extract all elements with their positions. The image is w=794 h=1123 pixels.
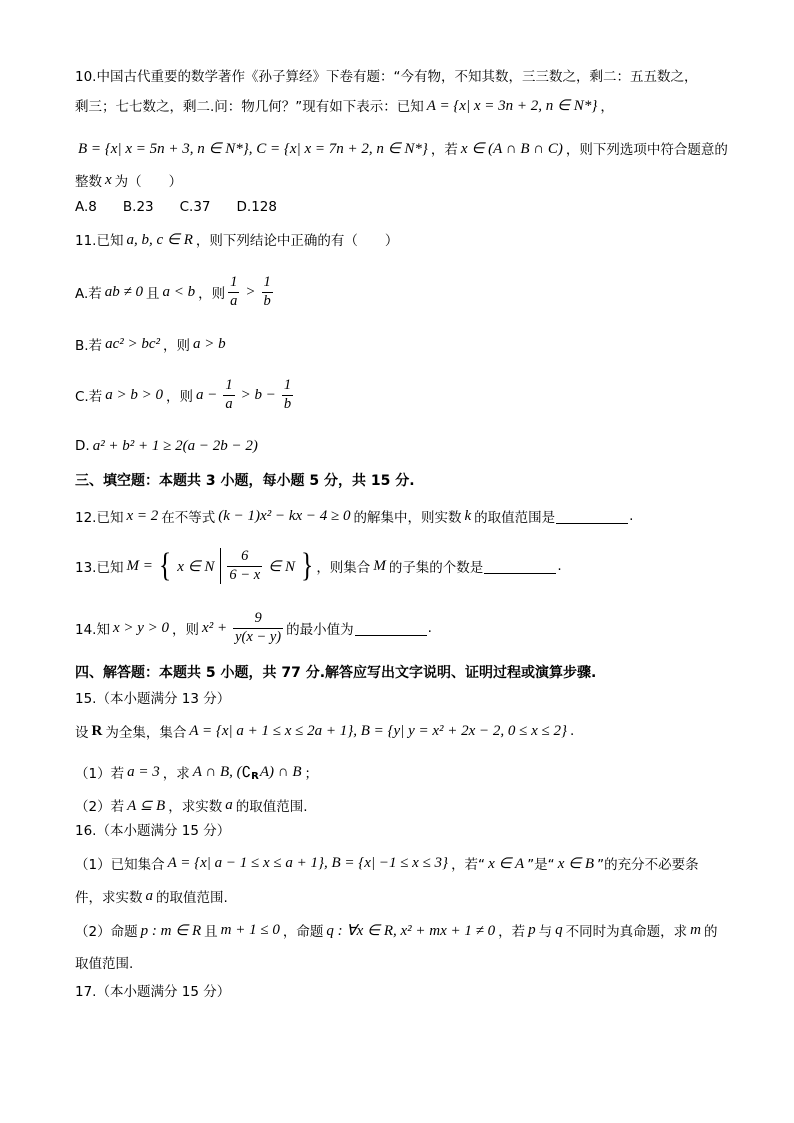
fraction <box>228 274 239 310</box>
answer-blank <box>556 509 628 524</box>
q16-text: 不同时为真命题，求 <box>565 924 688 940</box>
condition-math: a = 3 <box>127 763 160 780</box>
q15-text: ，求 <box>162 766 190 782</box>
conclusion-math: a > b <box>193 335 226 352</box>
q10-options <box>75 192 303 222</box>
q11-option-c <box>75 373 296 417</box>
q10-text: 10.中国古代重要的数学著作《孙子算经》下卷有题：“今有物，不知其数，三三数之，剩二：五五数之， <box>75 69 698 85</box>
q10-line-3 <box>75 133 728 163</box>
condition-math: ac² > bc² <box>105 335 160 352</box>
q10-option-c: C.37 <box>179 199 211 215</box>
relation-math: > <box>245 283 256 300</box>
proposition-math: x ∈ B <box>557 855 595 872</box>
q15-title <box>75 682 230 712</box>
q10-text: ，若 <box>430 142 458 158</box>
intersection-condition: x ∈ (A ∩ B ∩ C) <box>460 140 563 157</box>
condition-math: ab ≠ 0 <box>104 283 144 300</box>
q13-text: ，则集合 <box>316 560 371 576</box>
q16-text: 件，求实数 <box>75 890 143 906</box>
q10-text: ， <box>600 99 614 115</box>
q12-text: 12.已知 <box>75 510 124 526</box>
q16-text: 与 <box>538 924 553 940</box>
question-title: 16.（本小题满分 15 分） <box>75 823 231 839</box>
q14-line <box>75 606 432 650</box>
connector-text: ，则 <box>163 338 190 354</box>
complement-subscript: R <box>251 770 259 782</box>
q14-text: ，则 <box>172 622 200 638</box>
variable-p: p <box>528 921 536 938</box>
section-heading-text: 四、解答题：本题共 5 小题，共 77 分.解答应写出文字说明、证明过程或演算步骤. <box>75 665 597 681</box>
sets-definition: A = {x| a − 1 ≤ x ≤ a + 1}, B = {x| −1 ≤ x ≤ 3} <box>167 854 449 871</box>
fraction-denominator: y(x − y) <box>235 628 282 645</box>
period: . <box>629 508 634 524</box>
q15-text: ； <box>304 766 319 782</box>
q16-text: 取值范围. <box>75 956 134 972</box>
answer-blank <box>484 559 556 574</box>
q10-text: 为（ ） <box>114 174 183 190</box>
q16-text: ，若“ <box>451 857 486 873</box>
q16-text: ，若 <box>498 924 526 940</box>
set-divider-bar <box>220 548 221 584</box>
q10-option-b: B.23 <box>122 199 154 215</box>
proposition-p-math: p : m ∈ R <box>140 922 202 939</box>
q11-text: ，则下列结论中正确的有（ ） <box>195 233 399 249</box>
question-title: 15.（本小题满分 13 分） <box>75 691 231 707</box>
q10-text: 剩三；七七数之，剩二.问：物几何？”现有如下表示：已知 <box>75 99 424 115</box>
membership-math: ∈ N <box>268 558 295 575</box>
condition-math: x > y > 0 <box>112 619 170 636</box>
connector-text: ，则 <box>165 389 193 405</box>
variable-a: a <box>145 887 153 904</box>
fraction-denominator: a <box>230 292 238 309</box>
set-name-math: M = <box>126 557 153 574</box>
fraction-numerator: 6 <box>241 548 249 565</box>
q12-text: 的解集中，则实数 <box>353 510 462 526</box>
variable-x: x <box>105 171 112 188</box>
relation-math: > b − <box>240 386 276 403</box>
condition-math: x = 2 <box>126 507 159 524</box>
q11-option-d <box>75 431 261 461</box>
q15-text: ，求实数 <box>168 799 223 815</box>
q11-stem <box>75 224 398 254</box>
q16-text: ，命题 <box>282 924 324 940</box>
q16-part-1 <box>75 848 699 878</box>
expression-math: x² + <box>202 619 228 636</box>
option-label: A.若 <box>75 286 102 302</box>
q12-text: 的取值范围是 <box>474 510 556 526</box>
variable-m: M <box>373 557 386 574</box>
expression-math: A ∩ B, ( <box>192 763 242 780</box>
q15-text: 的取值范围. <box>235 799 308 815</box>
connector-text: 且 <box>146 286 160 302</box>
sets-definition: A = {x| a + 1 ≤ x ≤ 2a + 1}, B = {y| y = x² + 2x − 2, 0 ≤ x ≤ 2} <box>189 722 568 739</box>
section-heading-text: 三、填空题：本题共 3 小题，每小题 5 分，共 15 分. <box>75 473 415 489</box>
fraction-numerator: 1 <box>283 377 292 394</box>
part-label: （2）命题 <box>75 924 138 940</box>
fraction-numerator: 1 <box>230 274 238 291</box>
fraction-denominator: 6 − x <box>229 566 261 583</box>
part-label: （1）已知集合 <box>75 857 165 873</box>
universe-symbol: R <box>91 722 103 739</box>
q17-title <box>75 975 230 1005</box>
q16-part-2 <box>75 915 717 945</box>
q15-text: . <box>570 723 575 739</box>
inequality-math: a² + b² + 1 ≥ 2(a − 2b − 2) <box>92 437 258 454</box>
fraction <box>223 377 234 413</box>
q10-option-d: D.128 <box>236 199 277 215</box>
fraction-denominator: b <box>263 292 271 309</box>
q16-title <box>75 814 230 844</box>
q10-line-4 <box>75 165 182 195</box>
fraction-denominator: b <box>283 395 292 412</box>
q14-text: 的最小值为 <box>286 622 354 638</box>
part-label: （1）若 <box>75 766 125 782</box>
q15-text: 设 <box>75 725 89 741</box>
condition-math: a > b > 0 <box>105 386 163 403</box>
fraction-numerator: 1 <box>225 377 233 394</box>
q10-line-1 <box>75 60 697 90</box>
right-brace: } <box>301 547 314 584</box>
condition-math: A ⊆ B <box>127 797 166 814</box>
fraction <box>262 274 273 310</box>
complement-symbol: ∁ <box>241 764 252 781</box>
q10-line-2 <box>75 90 614 120</box>
option-label: C.若 <box>75 389 103 405</box>
period: . <box>557 558 562 574</box>
section-3-heading <box>75 465 415 495</box>
variable-m: m <box>690 921 701 938</box>
fraction-numerator: 9 <box>254 610 262 627</box>
q10-text: ，则下列选项中符合题意的 <box>565 142 728 158</box>
q16-text: ”的充分不必要条 <box>597 857 699 873</box>
option-label: D. <box>75 438 90 454</box>
part-label: （2）若 <box>75 799 125 815</box>
q11-text: 11.已知 <box>75 233 124 249</box>
fraction <box>282 377 293 413</box>
q11-math: a, b, c ∈ R <box>126 231 193 248</box>
q14-text: 14.知 <box>75 622 110 638</box>
left-brace: { <box>158 547 172 584</box>
period: . <box>427 620 432 636</box>
fraction-numerator: 1 <box>263 274 271 291</box>
option-label: B.若 <box>75 338 103 354</box>
fraction <box>233 610 283 646</box>
fraction-denominator: a <box>225 395 233 412</box>
variable-k: k <box>464 507 472 524</box>
element-math: x ∈ N <box>177 558 215 575</box>
condition-math: m + 1 ≤ 0 <box>220 921 280 938</box>
inequality-math: (k − 1)x² − kx − 4 ≥ 0 <box>218 507 351 524</box>
variable-q: q <box>555 921 563 938</box>
proposition-q-math: q : ∀x ∈ R, x² + mx + 1 ≠ 0 <box>326 922 496 939</box>
fraction <box>227 548 262 584</box>
q13-text: 的子集的个数是 <box>388 560 484 576</box>
q11-option-a <box>75 270 276 314</box>
q16-text: 的取值范围. <box>156 890 228 906</box>
condition-math: a < b <box>162 283 196 300</box>
q16-text: 且 <box>204 924 218 940</box>
q15-part-1 <box>75 757 318 787</box>
q16-part-1-continued <box>75 881 228 911</box>
variable-a: a <box>225 796 233 813</box>
q12-text: 在不等式 <box>161 510 216 526</box>
q15-text: 为全集，集合 <box>105 725 187 741</box>
q15-intro <box>75 716 574 746</box>
sets-b-c-definition: B = {x| x = 5n + 3, n ∈ N*}, C = {x| x = 7n + 2, n ∈ N*} <box>78 140 428 157</box>
q11-option-b <box>75 329 229 359</box>
question-title: 17.（本小题满分 15 分） <box>75 984 231 1000</box>
answer-blank <box>355 621 427 636</box>
q16-part-2-continued <box>75 947 133 977</box>
expression-math: A) ∩ B <box>259 763 302 780</box>
q16-text: ”是“ <box>527 857 555 873</box>
connector-text: ，则 <box>198 286 226 302</box>
set-a-definition: A = {x| x = 3n + 2, n ∈ N*} <box>426 97 598 114</box>
proposition-math: x ∈ A <box>488 855 525 872</box>
q12-line <box>75 501 633 531</box>
q10-text: 整数 <box>75 174 102 190</box>
q13-line <box>75 541 562 591</box>
q13-text: 13.已知 <box>75 560 124 576</box>
q10-option-a: A.8 <box>75 199 97 215</box>
q16-text: 的 <box>703 924 718 940</box>
expression-math: a − <box>195 386 218 403</box>
